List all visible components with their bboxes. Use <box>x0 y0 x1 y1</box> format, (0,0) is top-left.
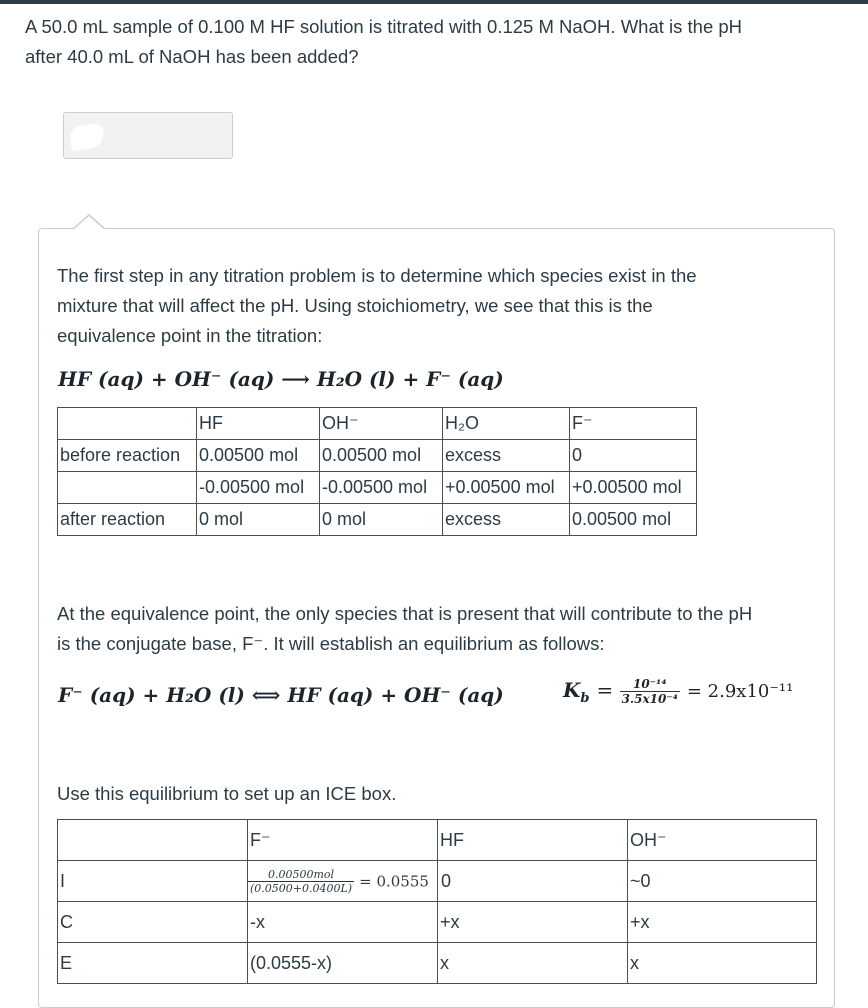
kb-denominator: 3.5x10⁻⁴ <box>621 692 678 706</box>
reaction-equation-1: HF (aq) + OH⁻ (aq) ⟶ H₂O (l) + F⁻ (aq) <box>58 367 504 391</box>
ice-initial-hf: 0 <box>437 861 627 901</box>
kb-symbol: K <box>563 678 581 702</box>
table-cell: -0.00500 mol <box>197 472 320 504</box>
table-cell: +0.00500 mol <box>443 472 570 504</box>
kb-result: = 2.9x10⁻¹¹ <box>686 681 794 702</box>
table-cell: +x <box>438 902 628 943</box>
table-header-hf: HF <box>197 408 320 440</box>
ice-header-f: F⁻ <box>248 820 438 861</box>
question-line-1: A 50.0 mL sample of 0.100 M HF solution is titrated with 0.125 M NaOH. What is the pH <box>25 16 743 37</box>
table-cell: E <box>58 943 248 984</box>
ice-intro: Use this equilibrium to set up an ICE box. <box>57 783 397 804</box>
ice-header-row <box>58 820 817 861</box>
table-cell: 0 <box>570 440 697 472</box>
top-border <box>0 0 868 4</box>
table-cell: C <box>58 902 248 943</box>
ice-header-oh: OH⁻ <box>628 820 817 861</box>
table-cell: 0.00500 mol <box>570 504 697 536</box>
ice-row-equilibrium <box>58 943 817 984</box>
kb-numerator: 10⁻¹⁴ <box>620 677 680 692</box>
question-text <box>25 12 835 72</box>
table-cell: excess <box>443 440 570 472</box>
table-row <box>58 472 697 504</box>
table-cell: 0 mol <box>320 504 443 536</box>
table-row <box>58 504 697 536</box>
kb-subscript: b <box>580 691 590 706</box>
table-cell <box>58 408 197 440</box>
ice-label-i: I <box>58 861 248 902</box>
reaction-equation-2: F⁻ (aq) + H₂O (l) ⟺ HF (aq) + OH⁻ (aq) <box>58 683 504 707</box>
ice-initial-oh: ~0 <box>628 861 817 902</box>
equiv-line-2: is the conjugate base, F⁻. It will establish an equilibrium as follows: <box>57 633 605 654</box>
ice-table <box>57 819 817 984</box>
initial-conc-fraction: $\frac{\text{0.00500mol}}{(0.0500+0.0400L)}$ <box>250 867 353 895</box>
table-header-f: F⁻ <box>570 408 697 440</box>
table-cell: +0.00500 mol <box>570 472 697 504</box>
table-cell: before reaction <box>58 440 197 472</box>
table-cell: -0.00500 mol <box>320 472 443 504</box>
ice-row-initial <box>58 861 817 902</box>
kb-expression: $K_b$ = $\frac{\text{10⁻¹⁴}}{\text{3.5x10⁻⁴}}$ = 2.9x10⁻¹¹ <box>563 677 794 706</box>
table-header-row <box>58 408 697 440</box>
intro-paragraph <box>57 261 817 351</box>
table-cell: -x <box>248 902 438 943</box>
table-cell: excess <box>443 504 570 536</box>
intro-line-1: The first step in any titration problem is to determine which species exist in the <box>57 265 697 286</box>
intro-line-2: mixture that will affect the pH. Using stoichiometry, we see that this is the <box>57 295 653 316</box>
table-cell <box>58 472 197 504</box>
reveal-answer-button[interactable] <box>63 112 233 159</box>
table-cell: +x <box>628 902 817 943</box>
table-cell: 0 mol <box>197 504 320 536</box>
question-line-2: after 40.0 mL of NaOH has been added? <box>25 46 359 67</box>
intro-line-3: equivalence point in the titration: <box>57 325 323 346</box>
table-cell: x <box>438 943 628 984</box>
table-row <box>58 440 697 472</box>
table-cell: after reaction <box>58 504 197 536</box>
equivalence-paragraph <box>57 599 827 659</box>
equiv-line-1: At the equivalence point, the only species that is present that will contribute to the pH <box>57 603 753 624</box>
kb-fraction <box>620 677 680 706</box>
initial-conc-result: = 0.0555 <box>359 871 429 890</box>
ice-row-change <box>58 902 817 943</box>
table-cell: 0.00500 mol <box>320 440 443 472</box>
table-cell: x <box>628 943 817 984</box>
table-cell: (0.0555-x) <box>248 943 438 984</box>
table-cell: 0.00500 mol <box>197 440 320 472</box>
ice-initial-f-cell <box>248 861 628 902</box>
table-header-h2o: H₂O <box>443 408 570 440</box>
table-cell <box>58 820 248 861</box>
table-header-oh: OH⁻ <box>320 408 443 440</box>
stoichiometry-table <box>57 407 697 536</box>
ice-header-hf: HF <box>438 820 628 861</box>
redacted-blob-icon <box>68 123 105 151</box>
